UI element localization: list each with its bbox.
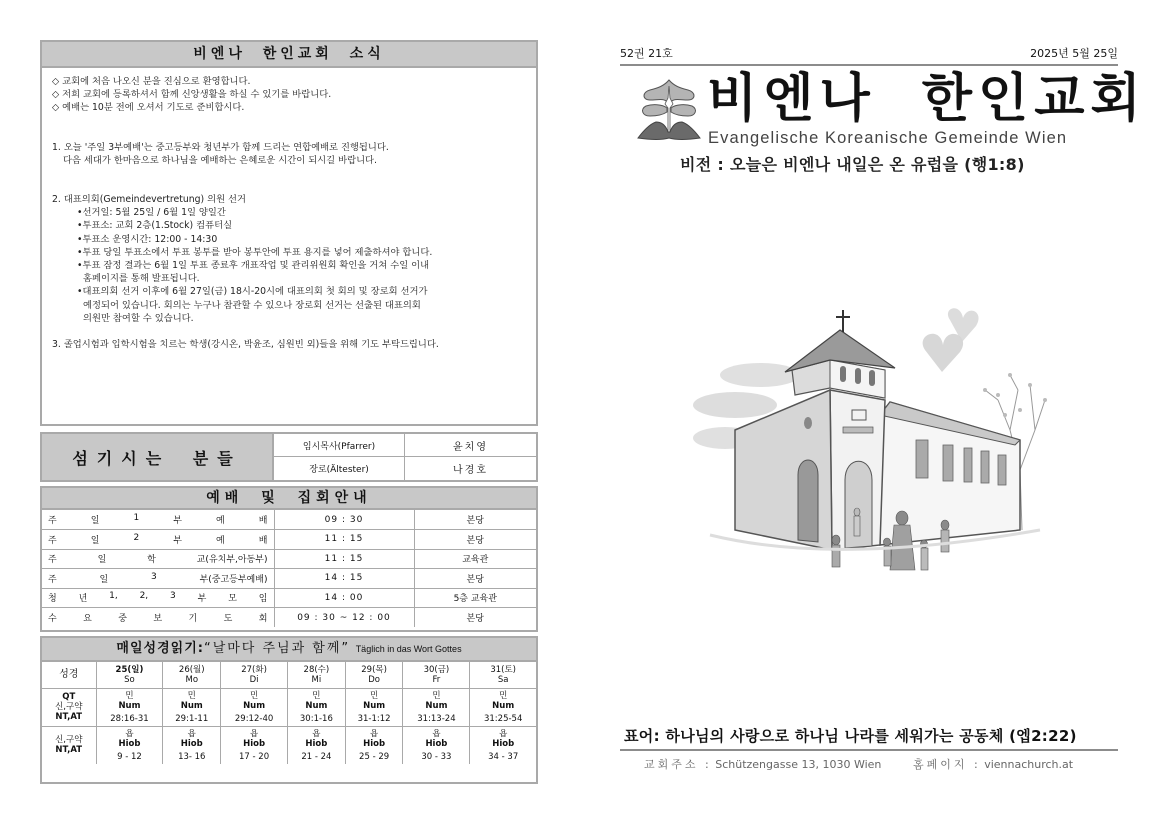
service-time: 09 : 30 ~ 12 : 00	[274, 608, 414, 628]
reading-cell: 욥 Hiob 25 - 29	[345, 726, 403, 764]
church-address: 교회주소 : Schützengasse 13, 1030 Wien	[644, 758, 882, 771]
church-name: 비엔나 한인교회	[707, 69, 1147, 129]
homepage-link[interactable]: viennachurch.at	[984, 758, 1074, 771]
service-row	[42, 588, 536, 608]
service-name: 주 일 1 부 예 배	[42, 510, 274, 530]
service-name: 주 일 3 부(중고등부예배)	[42, 569, 274, 589]
days-row	[42, 662, 536, 688]
server-name: 나경호	[453, 465, 488, 476]
service-row	[42, 569, 536, 589]
server-role: 임시목사(Pfarrer)	[274, 434, 405, 457]
servers-title: 섬기시는 분들	[42, 434, 274, 480]
reading-cell: 욥 Hiob 21 - 24	[288, 726, 346, 764]
news-item-2: 2. 대표의회(Gemeindevertretung) 의원 선거 • 선거일: 5월 25일 / 6월 1일 양일간 • 투표소: 교회 2층(1.Stock) 컴퓨터실 • 투표소 운영시간: 12:00 - 14:30 • 투표 당일 투표소에서 투표 봉투를 받아 봉투안에 투표 용지를 넣어 제출하셔야 합니다. • 투표 잠정 결과는 6월 1일 투표 종료후 개표작업 및 관리위원회 확인을 거쳐 수일 이내 홈페이지를 통해 발표됩니다. • 대표의회 선거 이후에 6월 27일(금) 18시-20시에 대표의회 첫 회의 및 장로회 선거가 예정되어 있습니다. 회의는 누구나 참관할 수 있으나 장로회 선거는 선출된 대표의회 의원만 참여할 수 있습니다.	[52, 193, 526, 325]
issue-header	[620, 45, 1118, 61]
day-header: 29(목) Do	[345, 662, 403, 688]
issue-date: 2025년 5월 25일	[1030, 47, 1118, 60]
service-row	[42, 530, 536, 550]
service-name: 수 요 중 보 기 도 회	[42, 608, 274, 628]
service-row	[42, 608, 536, 628]
bullet-item: • 투표소: 교회 2층(1.Stock) 컴퓨터실	[52, 219, 526, 232]
day-header: 26(월) Mo	[163, 662, 221, 688]
reading-cell: 욥 Hiob 13- 16	[163, 726, 221, 764]
day-header: 30(금) Fr	[403, 662, 470, 688]
bullet-item: • 선거일: 5월 25일 / 6월 1일 양일간	[52, 206, 526, 219]
reading-cell: 욥 Hiob 9 - 12	[96, 726, 163, 764]
service-name: 주 일 2 부 예 배	[42, 530, 274, 550]
reading-cell: 욥 Hiob 17 - 20	[221, 726, 288, 764]
issue-volume: 52권 21호	[620, 47, 673, 60]
service-place: 본당	[414, 530, 536, 550]
welcome-list	[52, 75, 526, 115]
service-name: 주 일 학 교(유치부,아동부)	[42, 549, 274, 569]
reading-cell: 민 Num 31-1:12	[345, 688, 403, 726]
reading-cell: 민 Num 30:1-16	[288, 688, 346, 726]
server-name: 윤치영	[405, 434, 536, 457]
church-homepage: 홈페이지 : viennachurch.at	[913, 758, 1074, 771]
service-place: 본당	[414, 569, 536, 589]
church-building-illustration-icon	[680, 290, 1060, 600]
service-time: 09 : 30	[274, 510, 414, 530]
service-row	[42, 510, 536, 530]
bible-reading-title: 매일성경읽기:“날마다 주님과 함께” Täglich in das Wort Gottes	[42, 638, 536, 662]
services-section	[40, 486, 538, 632]
servers-grid	[274, 434, 536, 480]
reading-label: QT 신,구약 NT,AT	[42, 688, 96, 726]
reading-cell: 민 Num 29:12-40	[221, 688, 288, 726]
bible-label: 성경	[42, 662, 96, 688]
day-header: 27(화) Di	[221, 662, 288, 688]
service-place: 본당	[414, 510, 536, 530]
service-row	[42, 549, 536, 569]
service-name: 청 년 1, 2, 3 부 모 임	[42, 588, 274, 608]
news-item-1: 1. 오늘 '주일 3부예배'는 중고등부와 청년부가 함께 드리는 연합예배로 진행됩니다. 다음 세대가 한마음으로 하나님을 예배하는 은혜로운 시간이 되시길 바랍니다.	[52, 141, 389, 166]
reading-cell: 민 Num 31:25-54	[470, 688, 536, 726]
vision-statement: 비전 : 오늘은 비엔나 내일은 온 유럽을 (행1:8)	[680, 155, 1025, 174]
service-place: 5층 교육관	[414, 588, 536, 608]
bullet-item: • 대표의회 선거 이후에 6월 27일(금) 18시-20시에 대표의회 첫 회의 및 장로회 선거가	[52, 285, 526, 298]
bible-reading-section	[40, 636, 538, 784]
service-place: 본당	[466, 614, 484, 624]
church-name-german: Evangelische Koreanische Gemeinde Wien	[708, 129, 1068, 147]
welcome-item: ◇ 저희 교회에 등록하셔서 함께 신앙생활을 하실 수 있기를 바랍니다.	[52, 88, 526, 101]
day-header: 28(수) Mi	[288, 662, 346, 688]
bible-reading-table	[42, 662, 536, 764]
news-title: 비엔나 한인교회 소식	[42, 42, 536, 68]
nt-reading-row	[42, 726, 536, 764]
reading-cell: 민 Num 28:16-31	[96, 688, 163, 726]
reading-cell: 욥 Hiob 30 - 33	[403, 726, 470, 764]
welcome-item: ◇ 예배는 10분 전에 오셔서 기도로 준비합시다.	[52, 101, 526, 114]
service-place: 교육관	[414, 549, 536, 569]
motto: 표어: 하나님의 사랑으로 하나님 나라를 세워가는 공동체 (엡2:22)	[624, 727, 1077, 745]
news-item-3: 3. 졸업시험과 입학시험을 치르는 학생(강시온, 박윤조, 심원빈 외)들을 위해 기도 부탁드립니다.	[52, 339, 439, 351]
reading-cell: 욥 Hiob 34 - 37	[488, 728, 519, 762]
news-section	[40, 40, 538, 426]
news-body	[42, 68, 536, 358]
welcome-item: ◇ 교회에 처음 나오신 분을 진심으로 환영합니다.	[52, 75, 526, 88]
day-header: 31(토) Sa	[470, 662, 536, 688]
services-title: 예배 및 집회안내	[42, 488, 536, 510]
service-time: 11 : 15	[274, 549, 414, 569]
reading-label: 신,구약 NT,AT	[42, 726, 96, 764]
server-role: 장로(Ältester)	[274, 457, 405, 480]
services-table	[42, 510, 536, 627]
footer-divider	[620, 749, 1118, 751]
bullet-item: • 투표 당일 투표소에서 투표 봉투를 받아 봉투안에 투표 용지를 넣어 제출하셔야 합니다.	[52, 246, 526, 259]
bullet-item: • 투표소 운영시간: 12:00 - 14:30	[52, 233, 526, 246]
day-header: 25(일) So	[96, 662, 163, 688]
service-time: 14 : 15	[274, 569, 414, 589]
servers-section	[40, 432, 538, 482]
service-time: 11 : 15	[274, 530, 414, 550]
reading-cell: 민 Num 31:13-24	[403, 688, 470, 726]
church-tree-logo-icon	[636, 78, 702, 144]
bullet-item: • 투표 잠정 결과는 6월 1일 투표 종료후 개표작업 및 관리위원회 확인을 거쳐 수일 이내	[52, 259, 526, 272]
reading-cell: 민 Num 29:1-11	[163, 688, 221, 726]
qt-reading-row	[42, 688, 536, 726]
service-time: 14 : 00	[274, 588, 414, 608]
